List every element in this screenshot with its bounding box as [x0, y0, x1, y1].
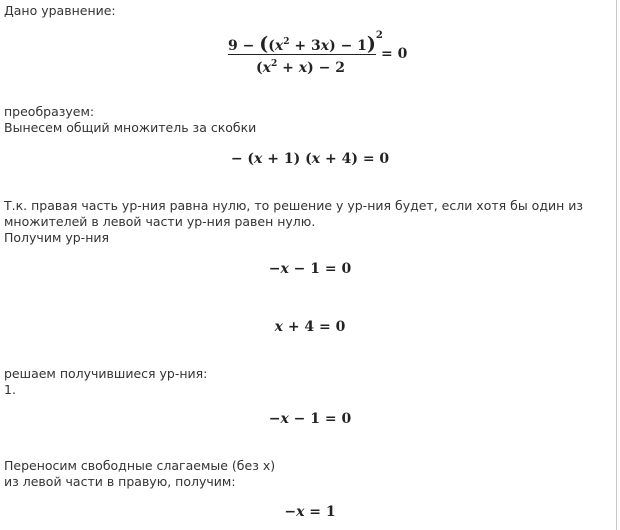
transform-label: преобразуем: [4, 104, 95, 119]
factor-out-label: Вынесем общий множитель за скобки [4, 120, 257, 135]
main-equation-denominator: $(x^2 + x) - 2$ [256, 59, 345, 76]
given-label: Дано уравнение: [4, 3, 116, 18]
zero-explanation-line2: множителей в левой части ур-ния равен нулю. [4, 214, 316, 229]
main-equation-numerator: $9 - ((x^2 + 3x) - 1)^2$ [228, 30, 383, 55]
solve-label: решаем получившиеся ур-ния: [4, 366, 208, 381]
move-terms-line1: Переносим свободные слагаемые (без x) [4, 458, 276, 473]
equation-a-repeat: −x − 1 = 0 [268, 411, 352, 427]
move-terms-line2: из левой части в правую, получим: [4, 474, 236, 489]
main-equation-rhs: = 0 [381, 46, 408, 62]
main-equation [218, 30, 418, 90]
get-equations-label: Получим ур-ния [4, 230, 110, 245]
equation-b: x + 4 = 0 [274, 319, 346, 335]
fraction-bar [228, 54, 376, 55]
result-equation: −x = 1 [284, 504, 336, 520]
equation-a: −x − 1 = 0 [268, 261, 352, 277]
item-number: 1. [4, 382, 16, 397]
factored-equation: − (x + 1) (x + 4) = 0 [230, 151, 390, 167]
zero-explanation-line1: Т.к. правая часть ур-ния равна нулю, то решение у ур-ния будет, если хотя бы один из [4, 198, 583, 213]
